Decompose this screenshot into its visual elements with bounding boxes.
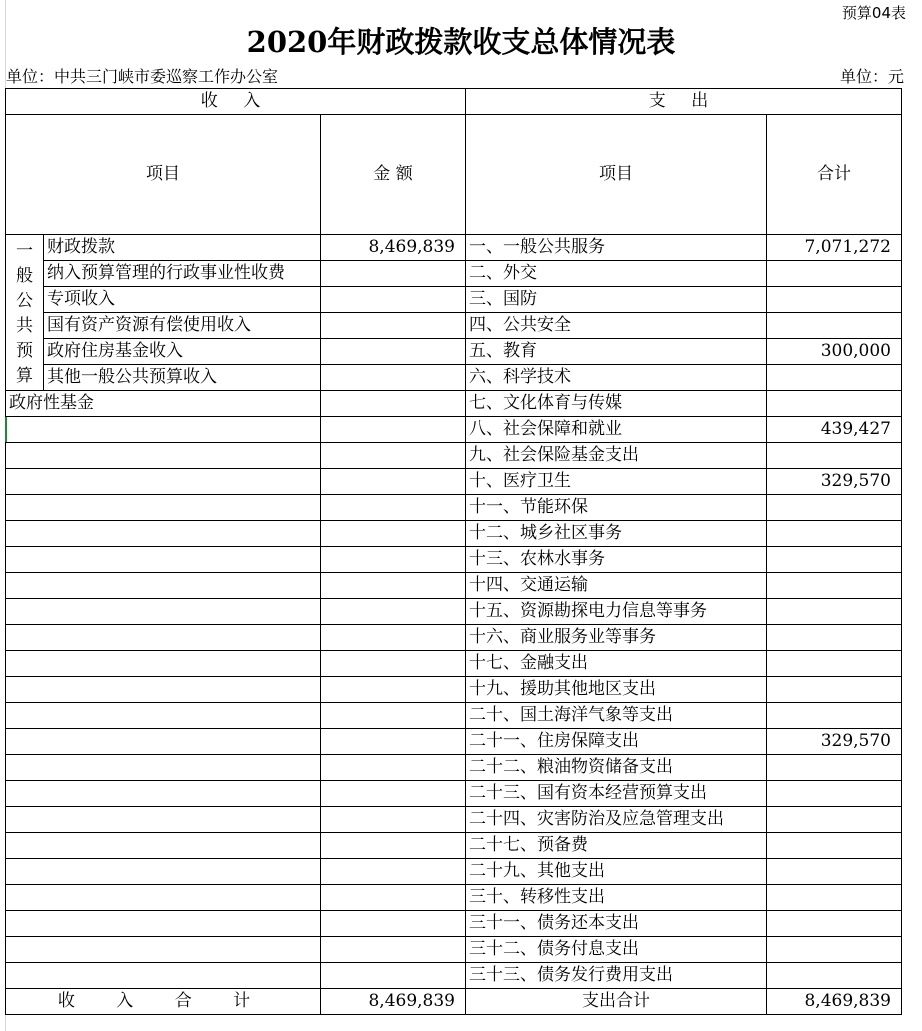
table-row (6, 781, 902, 807)
expense-item-name[interactable]: 十三、农林水事务 (466, 547, 767, 573)
expense-item-amount[interactable] (767, 625, 902, 651)
income-empty-cell[interactable] (6, 521, 321, 547)
active-cell-marker (5, 417, 7, 442)
expense-item-amount[interactable] (767, 261, 902, 287)
general-budget-char: 预 (16, 341, 33, 361)
expense-item-name[interactable]: 十二、城乡社区事务 (466, 521, 767, 547)
income-empty-cell[interactable] (6, 911, 321, 937)
expense-item-name[interactable]: 十六、商业服务业等事务 (466, 625, 767, 651)
expense-item-amount[interactable] (767, 677, 902, 703)
general-budget-char: 般 (16, 266, 33, 286)
income-empty-cell[interactable] (6, 859, 321, 885)
expense-item-amount[interactable]: 7,071,272 (767, 235, 902, 261)
expense-item-amount[interactable] (767, 651, 902, 677)
income-item-name[interactable]: 纳入预算管理的行政事业性收费 (44, 261, 321, 287)
income-item-amount[interactable] (321, 313, 466, 339)
expense-item-amount[interactable] (767, 755, 902, 781)
income-item-name[interactable]: 财政拨款 (44, 235, 321, 261)
income-total-label[interactable]: 收 入 合 计 (6, 989, 321, 1015)
income-item-name[interactable]: 政府住房基金收入 (44, 339, 321, 365)
expense-item-name[interactable]: 三、国防 (466, 287, 767, 313)
gov-fund-label[interactable]: 政府性基金 (6, 391, 321, 417)
expense-item-amount[interactable] (767, 703, 902, 729)
income-empty-amount[interactable] (321, 417, 466, 443)
group-header-row (6, 89, 902, 115)
income-empty-amount[interactable] (321, 781, 466, 807)
expense-item-amount[interactable] (767, 937, 902, 963)
income-empty-cell[interactable] (6, 495, 321, 521)
expense-item-amount[interactable] (767, 547, 902, 573)
income-empty-amount[interactable] (321, 755, 466, 781)
expense-item-amount[interactable]: 329,570 (767, 469, 902, 495)
income-item-header[interactable]: 项目 (6, 115, 321, 235)
table-row (6, 703, 902, 729)
general-budget-char: 共 (16, 316, 33, 336)
income-item-name[interactable]: 国有资产资源有偿使用收入 (44, 313, 321, 339)
income-item-amount[interactable]: 8,469,839 (321, 235, 466, 261)
expense-item-amount[interactable] (767, 443, 902, 469)
income-empty-cell[interactable] (6, 729, 321, 755)
income-empty-amount[interactable] (321, 521, 466, 547)
income-item-name[interactable]: 其他一般公共预算收入 (44, 365, 321, 391)
page-title: 2020年财政拨款收支总体情况表 (246, 25, 676, 59)
column-header-row (6, 115, 902, 235)
income-empty-amount[interactable] (321, 937, 466, 963)
income-empty-amount[interactable] (321, 807, 466, 833)
expense-item-amount[interactable] (767, 573, 902, 599)
income-item-amount[interactable] (321, 287, 466, 313)
income-empty-cell[interactable] (6, 807, 321, 833)
table-row (6, 651, 902, 677)
expense-item-name[interactable]: 三十、转移性支出 (466, 885, 767, 911)
income-empty-cell[interactable] (6, 443, 321, 469)
income-empty-amount[interactable] (321, 573, 466, 599)
income-empty-cell[interactable] (6, 703, 321, 729)
expense-item-name[interactable]: 二十三、国有资本经营预算支出 (466, 781, 767, 807)
form-code-label: 预算04表 (841, 4, 906, 22)
total-row (6, 989, 902, 1015)
table-row (6, 235, 902, 261)
income-empty-amount[interactable] (321, 885, 466, 911)
table-row (6, 833, 902, 859)
expense-item-amount[interactable] (767, 963, 902, 989)
income-empty-cell[interactable] (6, 885, 321, 911)
income-empty-amount[interactable] (321, 729, 466, 755)
expense-item-name[interactable]: 十五、资源勘探电力信息等事务 (466, 599, 767, 625)
expense-item-name[interactable]: 三十二、债务付息支出 (466, 937, 767, 963)
table-row (6, 547, 902, 573)
expense-total-header[interactable]: 合计 (767, 115, 902, 235)
table-row (6, 287, 902, 313)
expense-item-amount[interactable] (767, 521, 902, 547)
table-row (6, 469, 902, 495)
income-item-amount[interactable] (321, 339, 466, 365)
income-empty-cell[interactable] (6, 469, 321, 495)
table-row (6, 807, 902, 833)
income-empty-amount[interactable] (321, 677, 466, 703)
income-empty-amount[interactable] (321, 911, 466, 937)
income-empty-amount[interactable] (321, 443, 466, 469)
expense-item-amount[interactable] (767, 911, 902, 937)
income-empty-amount[interactable] (321, 547, 466, 573)
table-row (6, 859, 902, 885)
expense-total-label[interactable]: 支出合计 (466, 989, 767, 1015)
table-row (6, 755, 902, 781)
expense-item-amount[interactable] (767, 313, 902, 339)
expense-item-name[interactable]: 二十九、其他支出 (466, 859, 767, 885)
expense-item-amount[interactable]: 300,000 (767, 339, 902, 365)
expense-item-name[interactable]: 五、教育 (466, 339, 767, 365)
income-empty-amount[interactable] (321, 963, 466, 989)
expense-item-name[interactable]: 六、科学技术 (466, 365, 767, 391)
expense-item-amount[interactable] (767, 807, 902, 833)
expense-item-name[interactable]: 十一、节能环保 (466, 495, 767, 521)
gov-fund-amount[interactable] (321, 391, 466, 417)
income-empty-cell[interactable] (6, 417, 321, 443)
expense-item-amount[interactable] (767, 859, 902, 885)
table-row (6, 417, 902, 443)
income-empty-amount[interactable] (321, 833, 466, 859)
table-row (6, 885, 902, 911)
table-row (6, 911, 902, 937)
expense-item-amount[interactable] (767, 833, 902, 859)
income-empty-cell[interactable] (6, 755, 321, 781)
income-empty-cell[interactable] (6, 651, 321, 677)
income-empty-cell[interactable] (6, 677, 321, 703)
income-empty-cell[interactable] (6, 781, 321, 807)
income-empty-amount[interactable] (321, 703, 466, 729)
expense-item-header[interactable]: 项目 (466, 115, 767, 235)
table-row (6, 339, 902, 365)
expense-item-name[interactable]: 二十一、住房保障支出 (466, 729, 767, 755)
table-row (6, 495, 902, 521)
expense-item-name[interactable]: 二十七、预备费 (466, 833, 767, 859)
unit-currency: 单位：元 (839, 67, 904, 86)
income-empty-amount[interactable] (321, 651, 466, 677)
income-empty-cell[interactable] (6, 573, 321, 599)
expense-item-name[interactable]: 二、外交 (466, 261, 767, 287)
table-row (6, 963, 902, 989)
unit-organization: 单位：中共三门峡市委巡察工作办公室 (6, 67, 279, 86)
table-row (6, 521, 902, 547)
budget-table (5, 88, 902, 1015)
general-budget-char: 算 (16, 366, 33, 386)
income-item-amount[interactable] (321, 365, 466, 391)
income-group-header[interactable]: 收 入 (6, 89, 466, 115)
expense-item-name[interactable]: 七、文化体育与传媒 (466, 391, 767, 417)
expense-item-name[interactable]: 十四、交通运输 (466, 573, 767, 599)
table-row (6, 391, 902, 417)
expense-item-name[interactable]: 十七、金融支出 (466, 651, 767, 677)
expense-item-amount[interactable] (767, 781, 902, 807)
table-row (6, 677, 902, 703)
general-budget-label[interactable] (6, 235, 44, 391)
table-row (6, 573, 902, 599)
income-total-amount[interactable]: 8,469,839 (321, 989, 466, 1015)
expense-item-name[interactable]: 二十、国土海洋气象等支出 (466, 703, 767, 729)
expense-item-name[interactable]: 十九、援助其他地区支出 (466, 677, 767, 703)
income-item-amount[interactable] (321, 261, 466, 287)
expense-item-amount[interactable] (767, 599, 902, 625)
table-row (6, 599, 902, 625)
table-row (6, 729, 902, 755)
income-empty-cell[interactable] (6, 547, 321, 573)
income-empty-cell[interactable] (6, 937, 321, 963)
expense-item-name[interactable]: 一、一般公共服务 (466, 235, 767, 261)
income-empty-amount[interactable] (321, 859, 466, 885)
table-row (6, 937, 902, 963)
expense-item-amount[interactable]: 329,570 (767, 729, 902, 755)
expense-item-name[interactable]: 八、社会保障和就业 (466, 417, 767, 443)
table-row (6, 261, 902, 287)
expense-item-amount[interactable]: 439,427 (767, 417, 902, 443)
income-empty-cell[interactable] (6, 599, 321, 625)
expense-total-amount[interactable]: 8,469,839 (767, 989, 902, 1015)
income-empty-amount[interactable] (321, 625, 466, 651)
expense-group-header[interactable]: 支 出 (466, 89, 902, 115)
expense-item-amount[interactable] (767, 885, 902, 911)
table-row (6, 625, 902, 651)
income-empty-amount[interactable] (321, 495, 466, 521)
expense-item-name[interactable]: 三十三、债务发行费用支出 (466, 963, 767, 989)
expense-item-amount[interactable] (767, 365, 902, 391)
expense-item-name[interactable]: 四、公共安全 (466, 313, 767, 339)
expense-item-name[interactable]: 二十二、粮油物资储备支出 (466, 755, 767, 781)
expense-item-amount[interactable] (767, 391, 902, 417)
income-empty-cell[interactable] (6, 963, 321, 989)
table-row (6, 313, 902, 339)
income-empty-cell[interactable] (6, 833, 321, 859)
expense-item-amount[interactable] (767, 287, 902, 313)
income-empty-amount[interactable] (321, 469, 466, 495)
expense-item-amount[interactable] (767, 495, 902, 521)
expense-item-name[interactable]: 九、社会保险基金支出 (466, 443, 767, 469)
expense-item-name[interactable]: 十、医疗卫生 (466, 469, 767, 495)
income-item-name[interactable]: 专项收入 (44, 287, 321, 313)
general-budget-char: 公 (16, 291, 33, 311)
income-amount-header[interactable]: 金 额 (321, 115, 466, 235)
general-budget-char: 一 (16, 241, 33, 261)
table-row (6, 365, 902, 391)
expense-item-name[interactable]: 三十一、债务还本支出 (466, 911, 767, 937)
table-row (6, 443, 902, 469)
income-empty-cell[interactable] (6, 625, 321, 651)
expense-item-name[interactable]: 二十四、灾害防治及应急管理支出 (466, 807, 767, 833)
income-empty-amount[interactable] (321, 599, 466, 625)
